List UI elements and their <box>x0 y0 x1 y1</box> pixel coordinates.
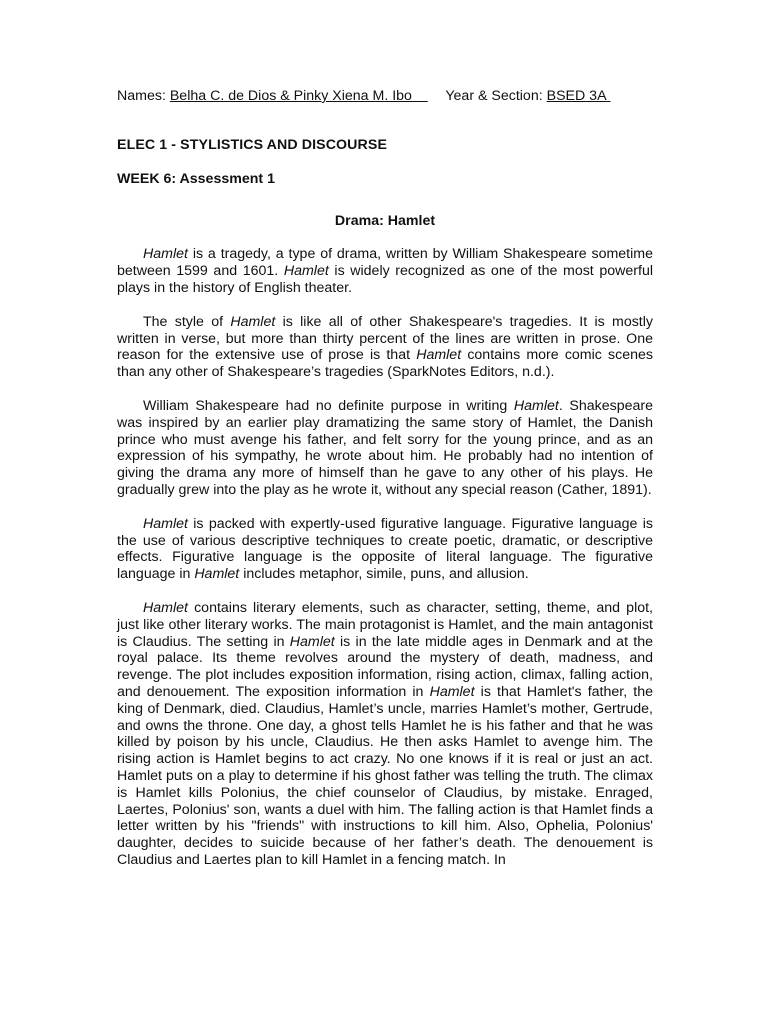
paragraph-4: Hamlet is packed with expertly-used figurative language. Figurative language is the use of various descriptive techniques to create poetic, dramatic, or descriptive effects. Figurative language is the opposite of literal language. The figurative language in Hamlet includes metaphor, simile, puns, and allusion. <box>117 515 653 583</box>
year-section-label: Year & Section: <box>445 88 543 104</box>
week-title: WEEK 6: Assessment 1 <box>117 170 275 187</box>
drama-title: Drama: Hamlet <box>334 212 436 229</box>
year-section-value: BSED 3A <box>546 88 607 104</box>
course-title: ELEC 1 - STYLISTICS AND DISCOURSE <box>117 137 388 153</box>
paragraph-3: William Shakespeare had no definite purpose in writing Hamlet. Shakespeare was inspired by an earlier play dramatizing the same story of Hamlet, the Danish prince who must avenge his father, and felt sorry for the young prince, and as an expression of his sympathy, he wrote about him. He probably had no intention of giving the drama any more of himself than he gave to any other of his plays. He gradually grew into the play as he wrote it, without any special reason (Cather, 1891). <box>117 397 653 498</box>
document-page <box>117 88 653 869</box>
paragraph-2: The style of Hamlet is like all of other Shakespeare's tragedies. It is mostly written in verse, but more than thirty percent of the lines are written in prose. One reason for the extensive use of prose is that Hamlet contains more comic scenes than any other of Shakespeare’s tragedies (SparkNotes Editors, n.d.). <box>117 313 653 381</box>
paragraph-1: Hamlet is a tragedy, a type of drama, written by William Shakespeare sometime between 1599 and 1601. Hamlet is widely recognized as one of the most powerful plays in the history of English theater. <box>117 246 653 296</box>
header-line <box>117 88 653 105</box>
paragraph-5: Hamlet contains literary elements, such as character, setting, theme, and plot, just like other literary works. The main protagonist is Hamlet, and the main antagonist is Claudius. The setting in Hamlet is in the late middle ages in Denmark and at the royal palace. Its theme revolves around the mystery of death, madness, and revenge. The plot includes exposition information, rising action, climax, falling action, and denouement. The exposition information in Hamlet is that Hamlet's father, the king of Denmark, died. Claudius, Hamlet’s uncle, marries Hamlet’s mother, Gertrude, and owns the throne. One day, a ghost tells Hamlet he is his father and that he was killed by poison by his uncle, Claudius. He then asks Hamlet to avenge him. The rising action is Hamlet begins to act crazy. No one knows if it is real or just an act. Hamlet puts on a play to determine if his ghost father was telling the truth. The climax is Hamlet kills Polonius, the chief counselor of Claudius, by mistake. Enraged, Laertes, Polonius' son, wants a duel with him. The falling action is that Hamlet finds a letter written by his "friends" with instructions to kill him. Also, Ophelia, Polonius' daughter, decides to suicide because of her father’s death. The denouement is Claudius and Laertes plan to kill Hamlet in a fencing match. In <box>117 599 654 868</box>
names-value: Belha C. de Dios & Pinky Xiena M. Ibo <box>169 88 412 104</box>
names-label: Names: <box>117 88 166 104</box>
